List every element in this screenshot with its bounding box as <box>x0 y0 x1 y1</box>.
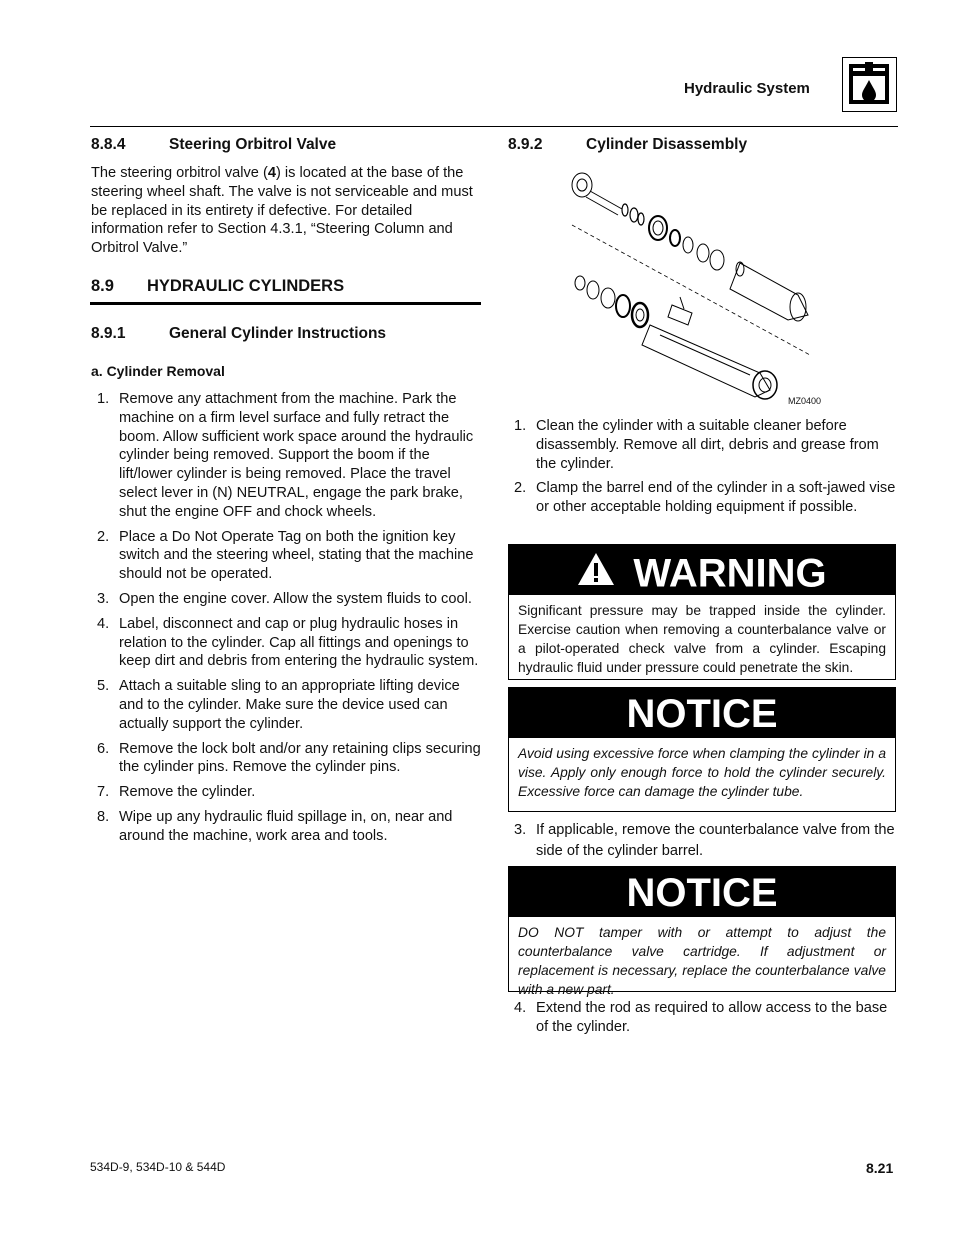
section-title: Steering Orbitrol Valve <box>169 136 337 153</box>
step-number: 4. <box>514 1000 527 1016</box>
section-title: General Cylinder Instructions <box>169 325 387 342</box>
footer-model: 534D-9, 534D-10 & 544D <box>90 1160 226 1174</box>
section-heading-8-8-4 <box>91 136 336 154</box>
list-item <box>508 999 898 1037</box>
step-number: 3. <box>514 822 527 838</box>
step-text: Label, disconnect and cap or plug hydraulic hoses in relation to the cylinder. Cap all fittings and openings to keep dirt and debris from entering the hydraulic system. <box>119 615 479 670</box>
list-item <box>91 808 486 846</box>
section-heading-8-9-1 <box>91 325 386 343</box>
step-text: Clamp the barrel end of the cylinder in a soft-jawed vise or other acceptable holding equipment if possible. <box>536 480 896 516</box>
notice-text: DO NOT tamper with or attempt to adjust the counterbalance valve cartridge. If adjustment or replacement is necessary, replace the counterbalance valve with a new part. <box>518 925 886 997</box>
list-item <box>91 677 486 733</box>
step-text: Wipe up any hydraulic fluid spillage in, on, near and around the machine, work area and tools. <box>119 808 453 844</box>
step-number: 8. <box>97 808 110 825</box>
cylinder-disassembly-steps-final <box>508 999 898 1043</box>
warning-title: WARNING <box>633 551 827 596</box>
step-text: Place a Do Not Operate Tag on both the ignition key switch and the steering wheel, stating that the machine should not be operated. <box>119 528 474 583</box>
list-item <box>508 417 898 473</box>
warning-text: Significant pressure may be trapped inside the cylinder. Exercise caution when removing a counterbalance valve or a pilot-operated check valve from a cylinder. Escaping hydraulic fluid under pressure could penetrate the skin. <box>518 603 886 675</box>
section-number: 8.8.4 <box>91 136 126 153</box>
page-header-title: Hydraulic System <box>684 80 810 97</box>
paragraph-bold-ref: 4 <box>267 165 276 181</box>
step-number: 6. <box>97 740 110 757</box>
figure-label: MZ0400 <box>788 396 822 406</box>
list-item <box>91 590 486 609</box>
section-number: 8.9 <box>91 277 114 295</box>
page-number: 8.21 <box>866 1160 894 1176</box>
section-number: 8.9.1 <box>91 325 126 342</box>
cylinder-exploded-view-figure <box>560 165 830 410</box>
step-text: Remove the lock bolt and/or any retaining clips securing the cylinder pins. Remove the cylinder pins. <box>119 740 481 776</box>
list-item <box>91 740 486 778</box>
section-rule <box>90 302 481 305</box>
step-text: If applicable, remove the counterbalance valve from the side of the cylinder barrel. <box>536 822 895 859</box>
warning-box <box>508 544 896 680</box>
warning-header <box>509 545 895 595</box>
list-item <box>508 820 898 862</box>
step-number: 7. <box>97 784 110 801</box>
cylinder-disassembly-steps-continued <box>508 820 898 868</box>
section-title: Cylinder Disassembly <box>586 136 748 153</box>
subheading-cylinder-removal: a. Cylinder Removal <box>91 363 225 379</box>
step-text: Clean the cylinder with a suitable cleaner before disassembly. Remove all dirt, debris and grease from the cylinder. <box>536 418 879 472</box>
section-title: HYDRAULIC CYLINDERS <box>147 277 345 295</box>
list-item <box>508 479 898 517</box>
list-item <box>91 390 486 522</box>
step-number: 2. <box>514 480 527 497</box>
notice-box <box>508 687 896 812</box>
orbitrol-paragraph <box>91 164 483 258</box>
step-number: 4. <box>97 615 110 632</box>
header-rule <box>90 126 898 127</box>
step-text: Open the engine cover. Allow the system fluids to cool. <box>119 590 472 607</box>
section-heading-8-9-2 <box>508 136 747 154</box>
section-heading-8-9 <box>91 277 344 296</box>
step-number: 5. <box>97 678 110 695</box>
warning-triangle-icon <box>577 547 615 599</box>
paragraph-text: ) is located at the base of the steering wheel shaft. The valve is not serviceable and must be replaced in its entirety if defective. For detailed information refer to Section 4.3.1, “Steering Column and Orbitrol Valve.” <box>91 165 473 257</box>
cylinder-disassembly-steps <box>508 417 898 523</box>
step-text: Extend the rod as required to allow access to the base of the cylinder. <box>536 1000 888 1035</box>
step-text: Attach a suitable sling to an appropriate lifting device and to the cylinder. Make sure the device used can actually support the cylinder. <box>119 678 460 732</box>
notice-box <box>508 866 896 997</box>
list-item <box>91 528 486 584</box>
hydraulic-system-icon <box>842 57 897 112</box>
section-number: 8.9.2 <box>508 136 543 153</box>
notice-title: NOTICE <box>509 688 895 738</box>
notice-title: NOTICE <box>509 867 895 917</box>
notice-text: Avoid using excessive force when clamping the cylinder in a vise. Apply only enough force to hold the cylinder securely. Excessive force can damage the cylinder tube. <box>518 746 886 799</box>
cylinder-removal-steps <box>91 390 486 852</box>
step-text: Remove the cylinder. <box>119 784 256 801</box>
step-number: 1. <box>97 391 110 407</box>
list-item <box>91 783 486 802</box>
step-text: Remove any attachment from the machine. Park the machine on a firm level surface and fully retract the boom. Allow sufficient work space around the hydraulic cylinder being removed. Support the boom if the lift/lower cylinder is being removed. Place the travel select lever in (N) NEUTRAL, engage the park brake, shut the engine OFF and chock wheels. <box>119 391 474 520</box>
list-item <box>91 615 486 671</box>
step-number: 3. <box>97 590 110 607</box>
paragraph-text: The steering orbitrol valve ( <box>91 165 268 181</box>
step-number: 1. <box>514 418 527 434</box>
step-number: 2. <box>97 528 110 545</box>
